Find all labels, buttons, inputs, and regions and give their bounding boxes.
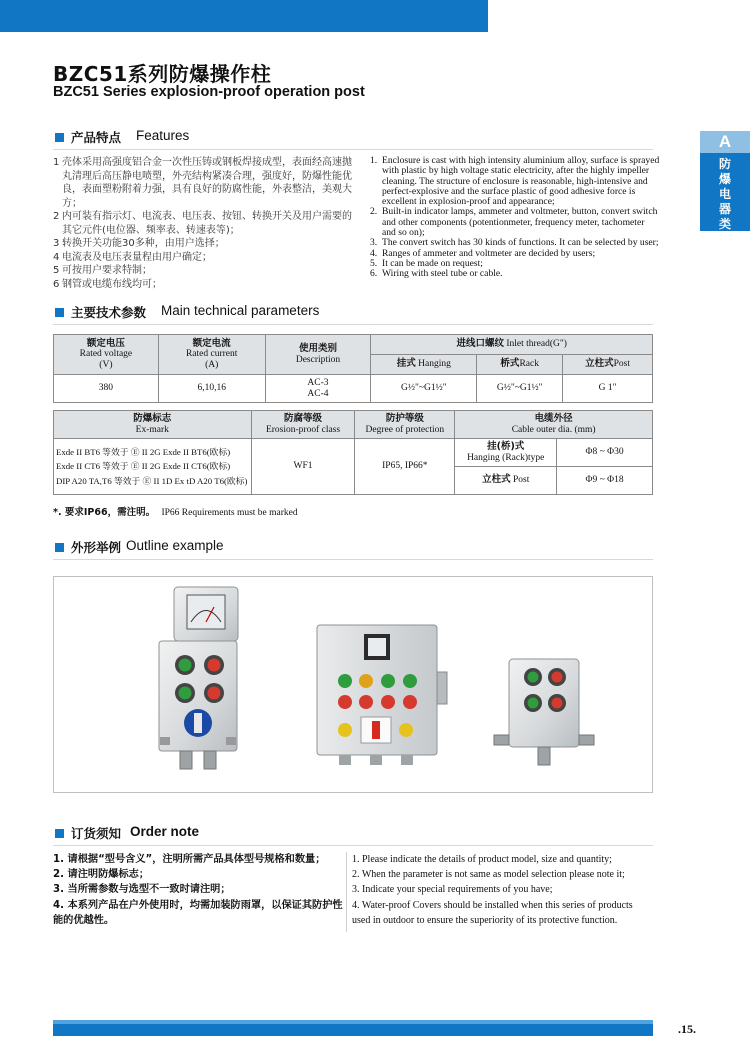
product-post-column bbox=[159, 587, 238, 769]
order-notes-en bbox=[352, 852, 652, 928]
category-char: 器 bbox=[718, 202, 731, 216]
product-photo-panel bbox=[53, 576, 653, 793]
list-item: 4. Water-proof Covers should be installed when this series of products used in outdoor to ensure the superiority of its protective function. bbox=[352, 899, 633, 926]
table-header: 防护等级 Degree of protection bbox=[355, 411, 455, 439]
list-item: 1. 请根据“型号含义”，注明所需产品具体型号规格和数量； bbox=[53, 854, 326, 865]
category-char: 防 bbox=[718, 157, 731, 171]
category-char: 爆 bbox=[718, 172, 731, 186]
table-cell: IP65, IP66* bbox=[355, 439, 455, 495]
table-row bbox=[54, 375, 653, 403]
product-hanging-box bbox=[317, 625, 447, 765]
order-heading-en: Order note bbox=[130, 824, 200, 839]
list-item: 2. 请注明防爆标志； bbox=[53, 869, 150, 881]
list-item: 3. Indicate your special requirements of you have; bbox=[352, 884, 553, 896]
section-bullet-icon bbox=[55, 543, 64, 552]
list-item: 4. 本系列产品在户外使用时，均需加装防雨罩，以保证其防护性能的优越性。 bbox=[53, 899, 343, 926]
product-photos bbox=[54, 577, 652, 792]
outline-heading-en: Outline example bbox=[126, 538, 224, 553]
order-heading-cn: 订货须知 bbox=[71, 826, 122, 841]
product-small-box bbox=[494, 659, 594, 765]
list-item: 2. Built-in indicator lamps, ammeter and voltmeter, button, convert switch and other components (potentionmeter, frequency meter, tachometer and so on); bbox=[370, 206, 658, 239]
table-cell: Φ9 ~ Φ18 bbox=[557, 467, 653, 495]
rated-params-table bbox=[53, 334, 653, 403]
table-subheader: 桥式Rack bbox=[477, 355, 563, 375]
list-item: 3 转换开关功能30多种，由用户选择； bbox=[53, 238, 225, 249]
table-cell: G½"~G1½" bbox=[371, 375, 477, 403]
outline-heading bbox=[53, 538, 653, 560]
list-item: 1. Please indicate the details of product model, size and quantity; bbox=[352, 854, 612, 865]
list-item: 6. Wiring with steel tube or cable. bbox=[370, 268, 503, 280]
list-item: 2 内可装有指示灯、电流表、电压表、按钮、转换开关及用户需要的其它元件(电位器、频率表、转速表等)； bbox=[53, 211, 352, 236]
table-cell: 立柱式 Post bbox=[455, 467, 557, 495]
features-heading-cn: 产品特点 bbox=[71, 130, 122, 145]
table-header: 电缆外径 Cable outer dia. (mm) bbox=[455, 411, 653, 439]
category-side-tab bbox=[700, 131, 750, 231]
table-header: 额定电压 Rated voltage (V) bbox=[54, 335, 159, 375]
order-notes-cn bbox=[53, 852, 343, 928]
list-item: 1. Enclosure is cast with high intensity aluminium alloy, surface is sprayed with plastic by high voltage static electricity, after the highly impeller cleaning. The structure of enclosure is reasonable, high-intensive and perfect-explosive and the surface plastic of good adhesive force is excellent in explosion-proof and appearance; bbox=[370, 155, 660, 208]
list-item: 3. The convert switch has 30 kinds of functions. It can be selected by user; bbox=[370, 237, 659, 249]
features-heading bbox=[53, 128, 653, 150]
bottom-color-bar-highlight bbox=[53, 1020, 653, 1024]
list-item: 6 钢管或电缆布线均可； bbox=[53, 278, 162, 290]
table-header: 防腐等级 Erosion-proof class bbox=[251, 411, 355, 439]
table-cell: 6,10,16 bbox=[158, 375, 265, 403]
table-row bbox=[54, 439, 653, 467]
params-heading bbox=[53, 303, 653, 325]
table-footnote: *. 要求IP66，需注明。 IP66 Requirements must be marked bbox=[53, 507, 298, 518]
section-bullet-icon bbox=[55, 133, 64, 142]
table-cell: WF1 bbox=[251, 439, 355, 495]
list-item: 4 电流表及电压表量程由用户确定； bbox=[53, 251, 212, 263]
table-header: 进线口螺纹 Inlet thread(G") bbox=[371, 335, 653, 355]
table-cell: 挂(桥)式 Hanging (Rack)type bbox=[455, 439, 557, 467]
list-item: 1 壳体采用高强度铝合金一次性压铸或钢板焊接成型，表面经高速抛丸清理后高压静电喷塑，外壳结构紧凑合理，强度好，防爆性能优良，表面塑粉附着力强，具有良好的防腐性能，外表整洁，美观大方； bbox=[53, 157, 352, 209]
table-cell: G 1" bbox=[563, 375, 653, 403]
params-heading-cn: 主要技术参数 bbox=[71, 305, 147, 320]
order-heading bbox=[53, 824, 653, 846]
table-cell: Exde II BT6 等效于 Ⓔ II 2G Exde II BT6(欧标) Exde II CT6 等效于 Ⓔ II 2G Exde II CT6(欧标) DIP A20 TA,T6 等效于 Ⓔ II 1D Ex tD A20 T6(欧标) bbox=[54, 439, 252, 495]
table-header: 使用类别 Description bbox=[265, 335, 371, 375]
section-bullet-icon bbox=[55, 829, 64, 838]
list-item: 5. It can be made on request; bbox=[370, 257, 483, 269]
page-title-cn: BZC51系列防爆操作柱 bbox=[53, 62, 272, 86]
table-subheader: 立柱式Post bbox=[563, 355, 653, 375]
page-title-en: BZC51 Series explosion-proof operation post bbox=[53, 84, 365, 100]
table-cell: AC-3 AC-4 bbox=[265, 375, 371, 403]
section-bullet-icon bbox=[55, 308, 64, 317]
table-cell: G½"~G1½" bbox=[477, 375, 563, 403]
column-divider bbox=[346, 852, 347, 932]
features-list-en bbox=[370, 156, 660, 280]
table-subheader: 挂式 Hanging bbox=[371, 355, 477, 375]
params-heading-en: Main technical parameters bbox=[161, 303, 320, 318]
features-heading-en: Features bbox=[136, 128, 190, 143]
ex-mark-table bbox=[53, 410, 653, 495]
features-list-cn bbox=[53, 156, 358, 291]
outline-heading-cn: 外形举例 bbox=[71, 540, 122, 555]
table-header: 防爆标志 Ex-mark bbox=[54, 411, 252, 439]
category-label bbox=[700, 157, 750, 232]
table-cell: Φ8 ~ Φ30 bbox=[557, 439, 653, 467]
category-char: 电 bbox=[718, 187, 731, 201]
category-letter: A bbox=[700, 131, 750, 153]
table-cell: 380 bbox=[54, 375, 159, 403]
table-header: 额定电流 Rated current (A) bbox=[158, 335, 265, 375]
list-item: 4. Ranges of ammeter and voltmeter are decided by users; bbox=[370, 247, 596, 259]
list-item: 3. 当所需参数与选型不一致时请注明； bbox=[53, 884, 231, 896]
list-item: 5 可按用户要求特制； bbox=[53, 265, 152, 276]
page-number: .15. bbox=[678, 1022, 696, 1036]
top-color-bar bbox=[0, 0, 488, 32]
category-char: 类 bbox=[718, 217, 731, 231]
list-item: 2. When the parameter is not same as model selection please note it; bbox=[352, 869, 625, 881]
